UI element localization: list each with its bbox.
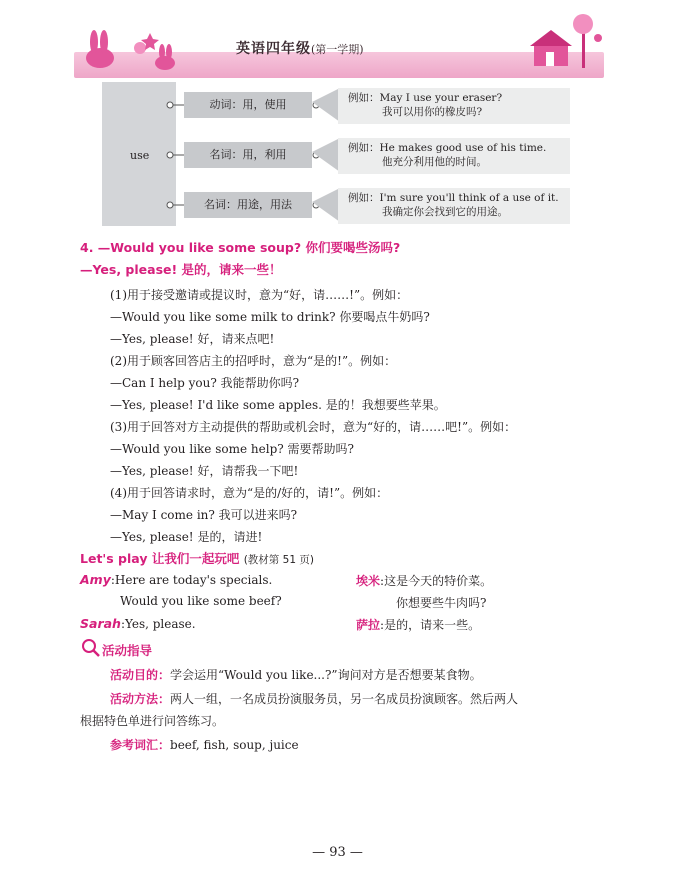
example-en: 例如：He makes good use of his time.	[348, 142, 547, 154]
dialogue-en: Here are today's specials.	[114, 573, 273, 587]
header-subtitle: (第一学期)	[311, 43, 364, 56]
speaker-zh-amy: 埃米	[356, 574, 381, 588]
section4-heading-en: 4. —Would you like some soup?	[80, 240, 302, 255]
goal-label: 活动目的：	[110, 668, 171, 682]
bunny-decoration-icon	[70, 18, 180, 78]
dialogue-en: Yes, please.	[124, 617, 196, 631]
activity-vocab	[110, 736, 299, 753]
goal-text: 学会运用“Would you like...?”询问对方是否想要某食物。	[170, 668, 482, 682]
lets-play-title: Let's play	[80, 551, 148, 566]
dialogue-zh-line-1: 埃米:这是今天的特价菜。	[356, 574, 493, 588]
example-zh: 他充分利用他的时间。	[382, 156, 487, 168]
house-tree-decoration-icon	[520, 10, 610, 76]
section4-reply-en: —Yes, please!	[80, 262, 178, 277]
example-box-verb	[338, 88, 570, 124]
header-title-main: 英语四年级	[236, 41, 311, 57]
activity-method	[110, 690, 518, 707]
lets-play-source: (教材第 51 页)	[243, 554, 314, 566]
sense-box-noun-use: 名词：用，利用	[184, 142, 312, 168]
example-line: —Would you like some milk to drink? 你要喝点牛奶吗?	[110, 310, 430, 324]
sense-box-noun-purpose: 名词：用途，用法	[184, 192, 312, 218]
dialogue-zh: 是的，请来一些。	[384, 618, 481, 632]
example-line: —Yes, please! 好，请帮我一下吧!	[110, 464, 299, 478]
activity-title: 活动指导	[102, 643, 153, 658]
example-line: —Yes, please! I'd like some apples. 是的！我想要些苹果。	[110, 398, 446, 412]
example-line: —Yes, please! 好，请来点吧!	[110, 332, 275, 346]
vocab-label: 参考词汇：	[110, 738, 171, 752]
example-zh: 我可以用你的橡皮吗?	[382, 106, 483, 118]
usage-1-heading: (1)用于接受邀请或提议时，意为“好，请……!”。例如：	[110, 288, 409, 302]
dialogue-line-1: Amy:Here are today's specials.	[80, 572, 273, 587]
example-box-noun-purpose	[338, 188, 570, 224]
usage-2-heading: (2)用于顾客回答店主的招呼时，意为“是的!”。例如：	[110, 354, 397, 368]
section4-reply	[80, 260, 282, 278]
header-title	[236, 38, 364, 58]
sense-box-verb: 动词：用，使用	[184, 92, 312, 118]
speaker-sarah: Sarah	[80, 616, 121, 631]
example-line: —Yes, please! 是的，请进!	[110, 530, 263, 544]
example-box-noun-use	[338, 138, 570, 174]
usage-4-heading: (4)用于回答请求时，意为“是的/好的，请!”。例如：	[110, 486, 389, 500]
vocab-text: beef, fish, soup, juice	[170, 738, 299, 752]
magnifier-icon	[80, 638, 102, 658]
lets-play-title-zh: 让我们一起玩吧	[151, 551, 240, 566]
speaker-zh-sarah: 萨拉	[356, 618, 381, 632]
dialogue-line-3: Sarah:Yes, please.	[80, 616, 196, 631]
example-en: 例如：May I use your eraser?	[348, 92, 503, 104]
page-number: — 93 —	[312, 845, 363, 860]
example-en: 例如：I'm sure you'll think of a use of it.	[348, 192, 559, 204]
dialogue-zh-line-3: 萨拉:是的，请来一些。	[356, 618, 481, 632]
dialogue-line-2: Would you like some beef?	[120, 594, 282, 608]
example-line: —May I come in? 我可以进来吗?	[110, 508, 298, 522]
section4-heading-zh: 你们要喝些汤吗?	[305, 240, 401, 255]
lets-play-heading	[80, 549, 314, 567]
usage-3-heading: (3)用于回答对方主动提供的帮助或机会时，意为“好的，请……吧!”。例如：	[110, 420, 517, 434]
activity-goal	[110, 666, 482, 683]
method-text: 两人一组，一名成员扮演服务员，另一名成员扮演顾客。然后两人	[170, 692, 519, 706]
method-label: 活动方法：	[110, 692, 171, 706]
example-line: —Would you like some help? 需要帮助吗?	[110, 442, 354, 456]
dialogue-zh: 这是今天的特价菜。	[384, 574, 493, 588]
section4-reply-zh: 是的，请来一些！	[181, 262, 282, 277]
dialogue-zh-line-2: 你想要些牛肉吗?	[396, 596, 487, 610]
use-label: use	[130, 149, 150, 162]
section4-heading	[80, 238, 400, 256]
speaker-amy: Amy	[80, 572, 111, 587]
example-line: —Can I help you? 我能帮助你吗?	[110, 376, 300, 390]
example-zh: 我确定你会找到它的用途。	[382, 206, 508, 218]
activity-method-cont: 根据特色单进行问答练习。	[80, 714, 225, 728]
